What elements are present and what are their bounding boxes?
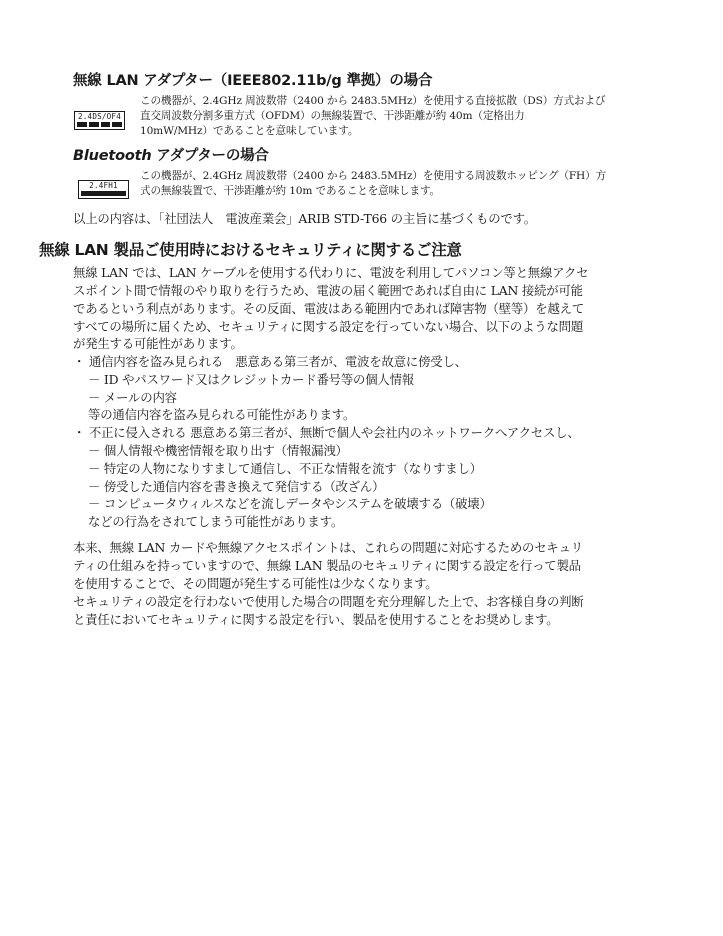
risk-intrusion-close: などの行為をされてしまう可能性があります。 — [88, 514, 344, 529]
wlan-heading-standard: IEEE802.11b/g — [227, 73, 342, 89]
bt-desc-line-2: 式の無線装置で、干渉距離が約 10m であることを意味します。 — [140, 185, 440, 197]
wlan-badge-label: 2.4DS/OF4 — [78, 112, 121, 121]
security-outro-line-1: 本来、無線 LAN カードや無線アクセスポイントは、これらの問題に対応するためのセキュリ — [73, 540, 583, 555]
bt-badge-bar — [81, 191, 126, 196]
security-outro-line-5: と責任においてセキュリティに関する設定を行い、製品を使用することをお奨めします。 — [73, 612, 559, 627]
wlan-adapter-heading — [73, 72, 432, 90]
security-outro-line-4: セキュリティの設定を行わないで使用した場合の問題を充分理解した上で、お客様自身の判断 — [73, 594, 584, 609]
security-intro-line-4: すべての場所に届くため、セキュリティに関する設定を行っていない場合、以下のような問題 — [73, 319, 584, 334]
risk-intrusion-item-1: － 個人情報や機密情報を取り出す（情報漏洩） — [88, 443, 348, 458]
security-outro-line-2: ティの仕組みを持っていますので、無線 LAN 製品のセキュリティに関する設定を行って製品 — [73, 558, 581, 573]
wlan-desc-line-1: この機器が、2.4GHz 周波数帯（2400 から 2483.5MHz）を使用する直接拡散（DS）方式および — [140, 95, 606, 107]
risk-intrusion-item-4: － コンピュータウィルスなどを流しデータやシステムを破壊する（破壊） — [88, 496, 492, 511]
risk-intrusion-item-3: － 傍受した通信内容を書き換えて発信する（改ざん） — [88, 479, 385, 494]
security-intro-line-5: が発生する可能性があります。 — [73, 336, 243, 351]
wlan-frequency-badge — [74, 111, 125, 130]
risk-eavesdropping-item-2: － メールの内容 — [88, 390, 177, 405]
wlan-badge-bar — [77, 122, 122, 127]
bt-heading-name: Bluetooth — [73, 148, 152, 164]
wlan-desc-line-2: 直交周波数分割多重方式（OFDM）の無線装置で、干渉距離が約 40m（定格出力 — [140, 110, 525, 122]
security-intro-line-3: であるという利点があります。その反面、電波はある範囲内であれば障害物（壁等）を越えて — [73, 301, 585, 316]
arib-basis-note: 以上の内容は、「社団法人 電波産業会」ARIB STD-T66 の主旨に基づくものです。 — [73, 211, 536, 226]
risk-eavesdropping-close: 等の通信内容を盗み見られる可能性があります。 — [88, 407, 356, 422]
security-notice-title: 無線 LAN 製品ご使用時におけるセキュリティに関するご注意 — [39, 241, 462, 259]
risk-intrusion-bullet: ・ 不正に侵入される 悪意ある第三者が、無断で個人や会社内のネットワークへアクセスし、 — [73, 425, 580, 440]
security-intro-line-1: 無線 LAN では、LAN ケーブルを使用する代わりに、電波を利用してパソコン等と無線アクセ — [73, 265, 589, 280]
risk-eavesdropping-bullet: ・ 通信内容を盗み見られる 悪意ある第三者が、電波を故意に傍受し、 — [73, 354, 467, 369]
bluetooth-adapter-heading — [73, 147, 269, 165]
wlan-heading-suffix: 準拠）の場合 — [341, 73, 433, 89]
wlan-desc-line-3: 10mW/MHz）であることを意味しています。 — [140, 125, 359, 137]
bt-frequency-badge — [78, 180, 129, 199]
security-intro-line-2: スポイント間で情報のやり取りを行うため、電波の届く範囲であれば自由に LAN 接続が可能 — [73, 283, 583, 298]
bt-desc-line-1: この機器が、2.4GHz 周波数帯（2400 から 2483.5MHz）を使用する周波数ホッピング（FH）方 — [140, 170, 607, 182]
bt-badge-label: 2.4FH1 — [89, 181, 118, 190]
risk-eavesdropping-item-1: － ID やパスワード又はクレジットカード番号等の個人情報 — [88, 372, 414, 387]
bt-heading-suffix: アダプターの場合 — [151, 148, 269, 164]
wlan-heading-prefix: 無線 LAN アダプター（ — [73, 73, 228, 89]
security-outro-line-3: を使用することで、その問題が発生する可能性は少なくなります。 — [73, 576, 438, 591]
risk-intrusion-item-2: － 特定の人物になりすまして通信し、不正な情報を流す（なりすまし） — [88, 461, 482, 476]
